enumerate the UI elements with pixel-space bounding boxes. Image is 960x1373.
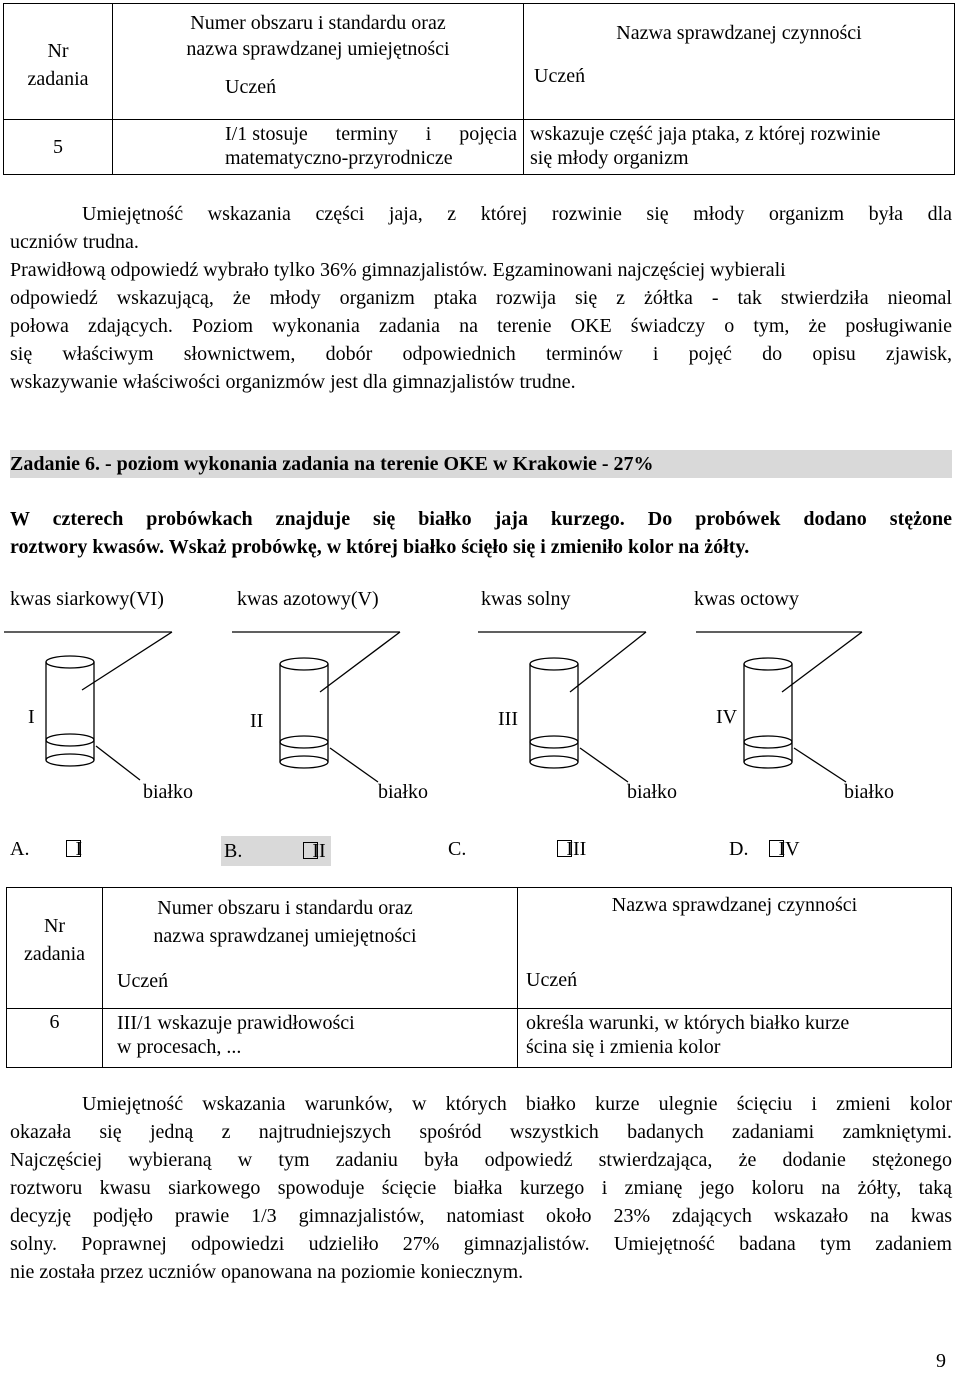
activity-line2: się młody organizm — [530, 147, 689, 169]
activity-line1: wskazuje część jaja ptaka, z której rozwinie — [530, 123, 881, 145]
task-number-header — [4, 37, 112, 93]
acid-dropper-line — [696, 632, 862, 692]
standard-word: terminy — [335, 123, 398, 145]
tube-label-I: I — [28, 706, 35, 728]
activity-header-cell — [518, 888, 952, 1009]
protein-label: białko — [378, 781, 428, 803]
answer-option-c[interactable] — [448, 838, 586, 861]
standard-cell — [103, 1009, 518, 1068]
answer-option-d[interactable] — [729, 838, 800, 861]
standard-cell — [113, 120, 524, 175]
answer-letter: A. — [10, 838, 30, 860]
header-nr: Nr — [43, 915, 66, 937]
answer-letter: D. — [729, 838, 749, 860]
tube-label-III: III — [498, 708, 518, 730]
header-zadania: zadania — [27, 67, 89, 90]
commentary-line: się właściwym słownictwem, dobór odpowiednich terminów i pojęć do opisu zjawisk, — [10, 343, 952, 365]
commentary-line: wskazywanie właściwości organizmów jest dla gimnazjalistów trudne. — [10, 371, 576, 393]
standard-header-cell — [103, 888, 518, 1009]
question-line: W czterech probówkach znajduje się białko jaja kurzego. Do probówek dodano stężone — [10, 508, 952, 530]
commentary-line: Najczęściej wybieraną w tym zadaniu była odpowiedź stwierdzająca, że dodanie stężonego — [10, 1149, 952, 1171]
standards-table-task6 — [6, 887, 952, 1068]
protein-label: białko — [143, 781, 193, 803]
standard-header-line1: Numer obszaru i standardu oraz — [190, 12, 446, 34]
activity-header: Nazwa sprawdzanej czynności — [611, 894, 858, 916]
task-number-cell — [7, 1009, 103, 1068]
acid-dropper-line — [232, 632, 400, 692]
commentary-line: odpowiedź wskazującą, że młody organizm ptaka rozwija się z żółtka - tak stwierdziła nieomal — [10, 287, 952, 309]
acid-label-acetic: kwas octowy — [694, 588, 799, 610]
answer-option-b[interactable] — [221, 836, 331, 866]
standards-table-task5 — [3, 3, 955, 175]
commentary-line: decyzję podjęło prawie 1/3 gimnazjalistów, natomiast około 23% zdających wskazało na kwas — [10, 1205, 952, 1227]
activity-line2: ścina się i zmienia kolor — [526, 1036, 721, 1058]
task-number-header-cell — [4, 4, 113, 120]
answer-value: I — [75, 838, 83, 860]
activity-header: Nazwa sprawdzanej czynności — [616, 22, 862, 44]
task6-heading — [10, 450, 952, 478]
test-tube-I — [46, 656, 140, 780]
protein-label: białko — [627, 781, 677, 803]
standard-header-line2: nazwa sprawdzanej umiejętności — [153, 925, 417, 947]
task-number-cell — [4, 120, 113, 175]
standard-subheader: Uczeń — [117, 970, 169, 992]
activity-header-cell — [524, 4, 955, 120]
standard-subheader: Uczeń — [225, 76, 277, 98]
standard-word: I/1 stosuje — [225, 123, 308, 145]
commentary-line: uczniów trudna. — [10, 231, 139, 253]
answer-letter: C. — [448, 838, 467, 860]
test-tube-II — [280, 658, 378, 782]
standard-header — [113, 10, 523, 62]
standard-header-cell — [113, 4, 524, 120]
answer-value: II — [312, 840, 326, 862]
activity-cell — [524, 120, 955, 175]
activity-subheader: Uczeń — [534, 65, 586, 87]
task-number: 6 — [49, 1011, 60, 1033]
test-tube-III — [530, 658, 628, 782]
standard-line2: matematyczno-przyrodnicze — [225, 147, 453, 169]
header-zadania: zadania — [23, 943, 86, 965]
commentary-line: Umiejętność wskazania części jaja, z której rozwinie się młody organizm była dla — [82, 203, 952, 225]
activity-subheader: Uczeń — [526, 969, 578, 991]
commentary-line: solny. Poprawnej odpowiedzi udzieliło 27% gimnazjalistów. Umiejętność badana tym zadaniem — [10, 1233, 952, 1255]
commentary-line: połowa zdających. Poziom wykonania zadania na terenie OKE świadczy o tym, że posługiwanie — [10, 315, 952, 337]
tube-label-IV: IV — [716, 706, 738, 728]
task-number-header-cell — [7, 888, 103, 1009]
answer-letter: B. — [224, 840, 243, 862]
answer-value: III — [566, 838, 587, 860]
acid-label-nitric: kwas azotowy(V) — [237, 588, 379, 610]
commentary-line: okazała się jedną z najtrudniejszych spośród wszystkich badanych zadaniami zamkniętymi. — [10, 1121, 952, 1143]
protein-label: białko — [844, 781, 894, 803]
task6-heading-text: Zadanie 6. - poziom wykonania zadania na terenie OKE w Krakowie - 27% — [10, 453, 654, 475]
standard-line1: III/1 wskazuje prawidłowości — [117, 1012, 355, 1034]
tube-label-II: II — [250, 710, 264, 732]
standard-word: i — [425, 123, 432, 145]
acid-dropper-line — [478, 632, 646, 692]
standard-line1 — [225, 122, 517, 146]
header-nr: Nr — [47, 39, 69, 62]
commentary-line: roztworu kwasu siarkowego spowoduje ścięcie białka kurzego i zmianę jego koloru na żółty, taką — [10, 1177, 952, 1199]
standard-word: pojęcia — [459, 123, 517, 145]
question-line: roztwory kwasów. Wskaż probówkę, w której białko ścięło się i zmieniło kolor na żółty. — [10, 536, 750, 558]
answer-value: IV — [778, 838, 800, 860]
acid-label-sulfuric: kwas siarkowy(VI) — [10, 588, 164, 610]
acid-dropper-line — [4, 632, 172, 690]
activity-line1: określa warunki, w których białko kurze — [526, 1012, 850, 1034]
commentary-line: Prawidłową odpowiedź wybrało tylko 36% gimnazjalistów. Egzaminowani najczęściej wybierali — [10, 259, 786, 281]
task-number: 5 — [53, 135, 63, 158]
standard-header-line1: Numer obszaru i standardu oraz — [157, 897, 413, 919]
page-number: 9 — [936, 1350, 946, 1372]
standard-line2: w procesach, ... — [117, 1036, 242, 1058]
standard-header-line2: nazwa sprawdzanej umiejętności — [186, 38, 450, 60]
commentary-line: Umiejętność wskazania warunków, w których białko kurze ulegnie ścięciu i zmieni kolor — [82, 1093, 952, 1115]
acid-label-hydrochloric: kwas solny — [481, 588, 571, 610]
answer-option-a[interactable] — [10, 838, 82, 861]
commentary-line: nie została przez uczniów opanowana na poziomie koniecznym. — [10, 1261, 524, 1283]
test-tube-IV — [744, 658, 846, 782]
activity-cell — [518, 1009, 952, 1068]
